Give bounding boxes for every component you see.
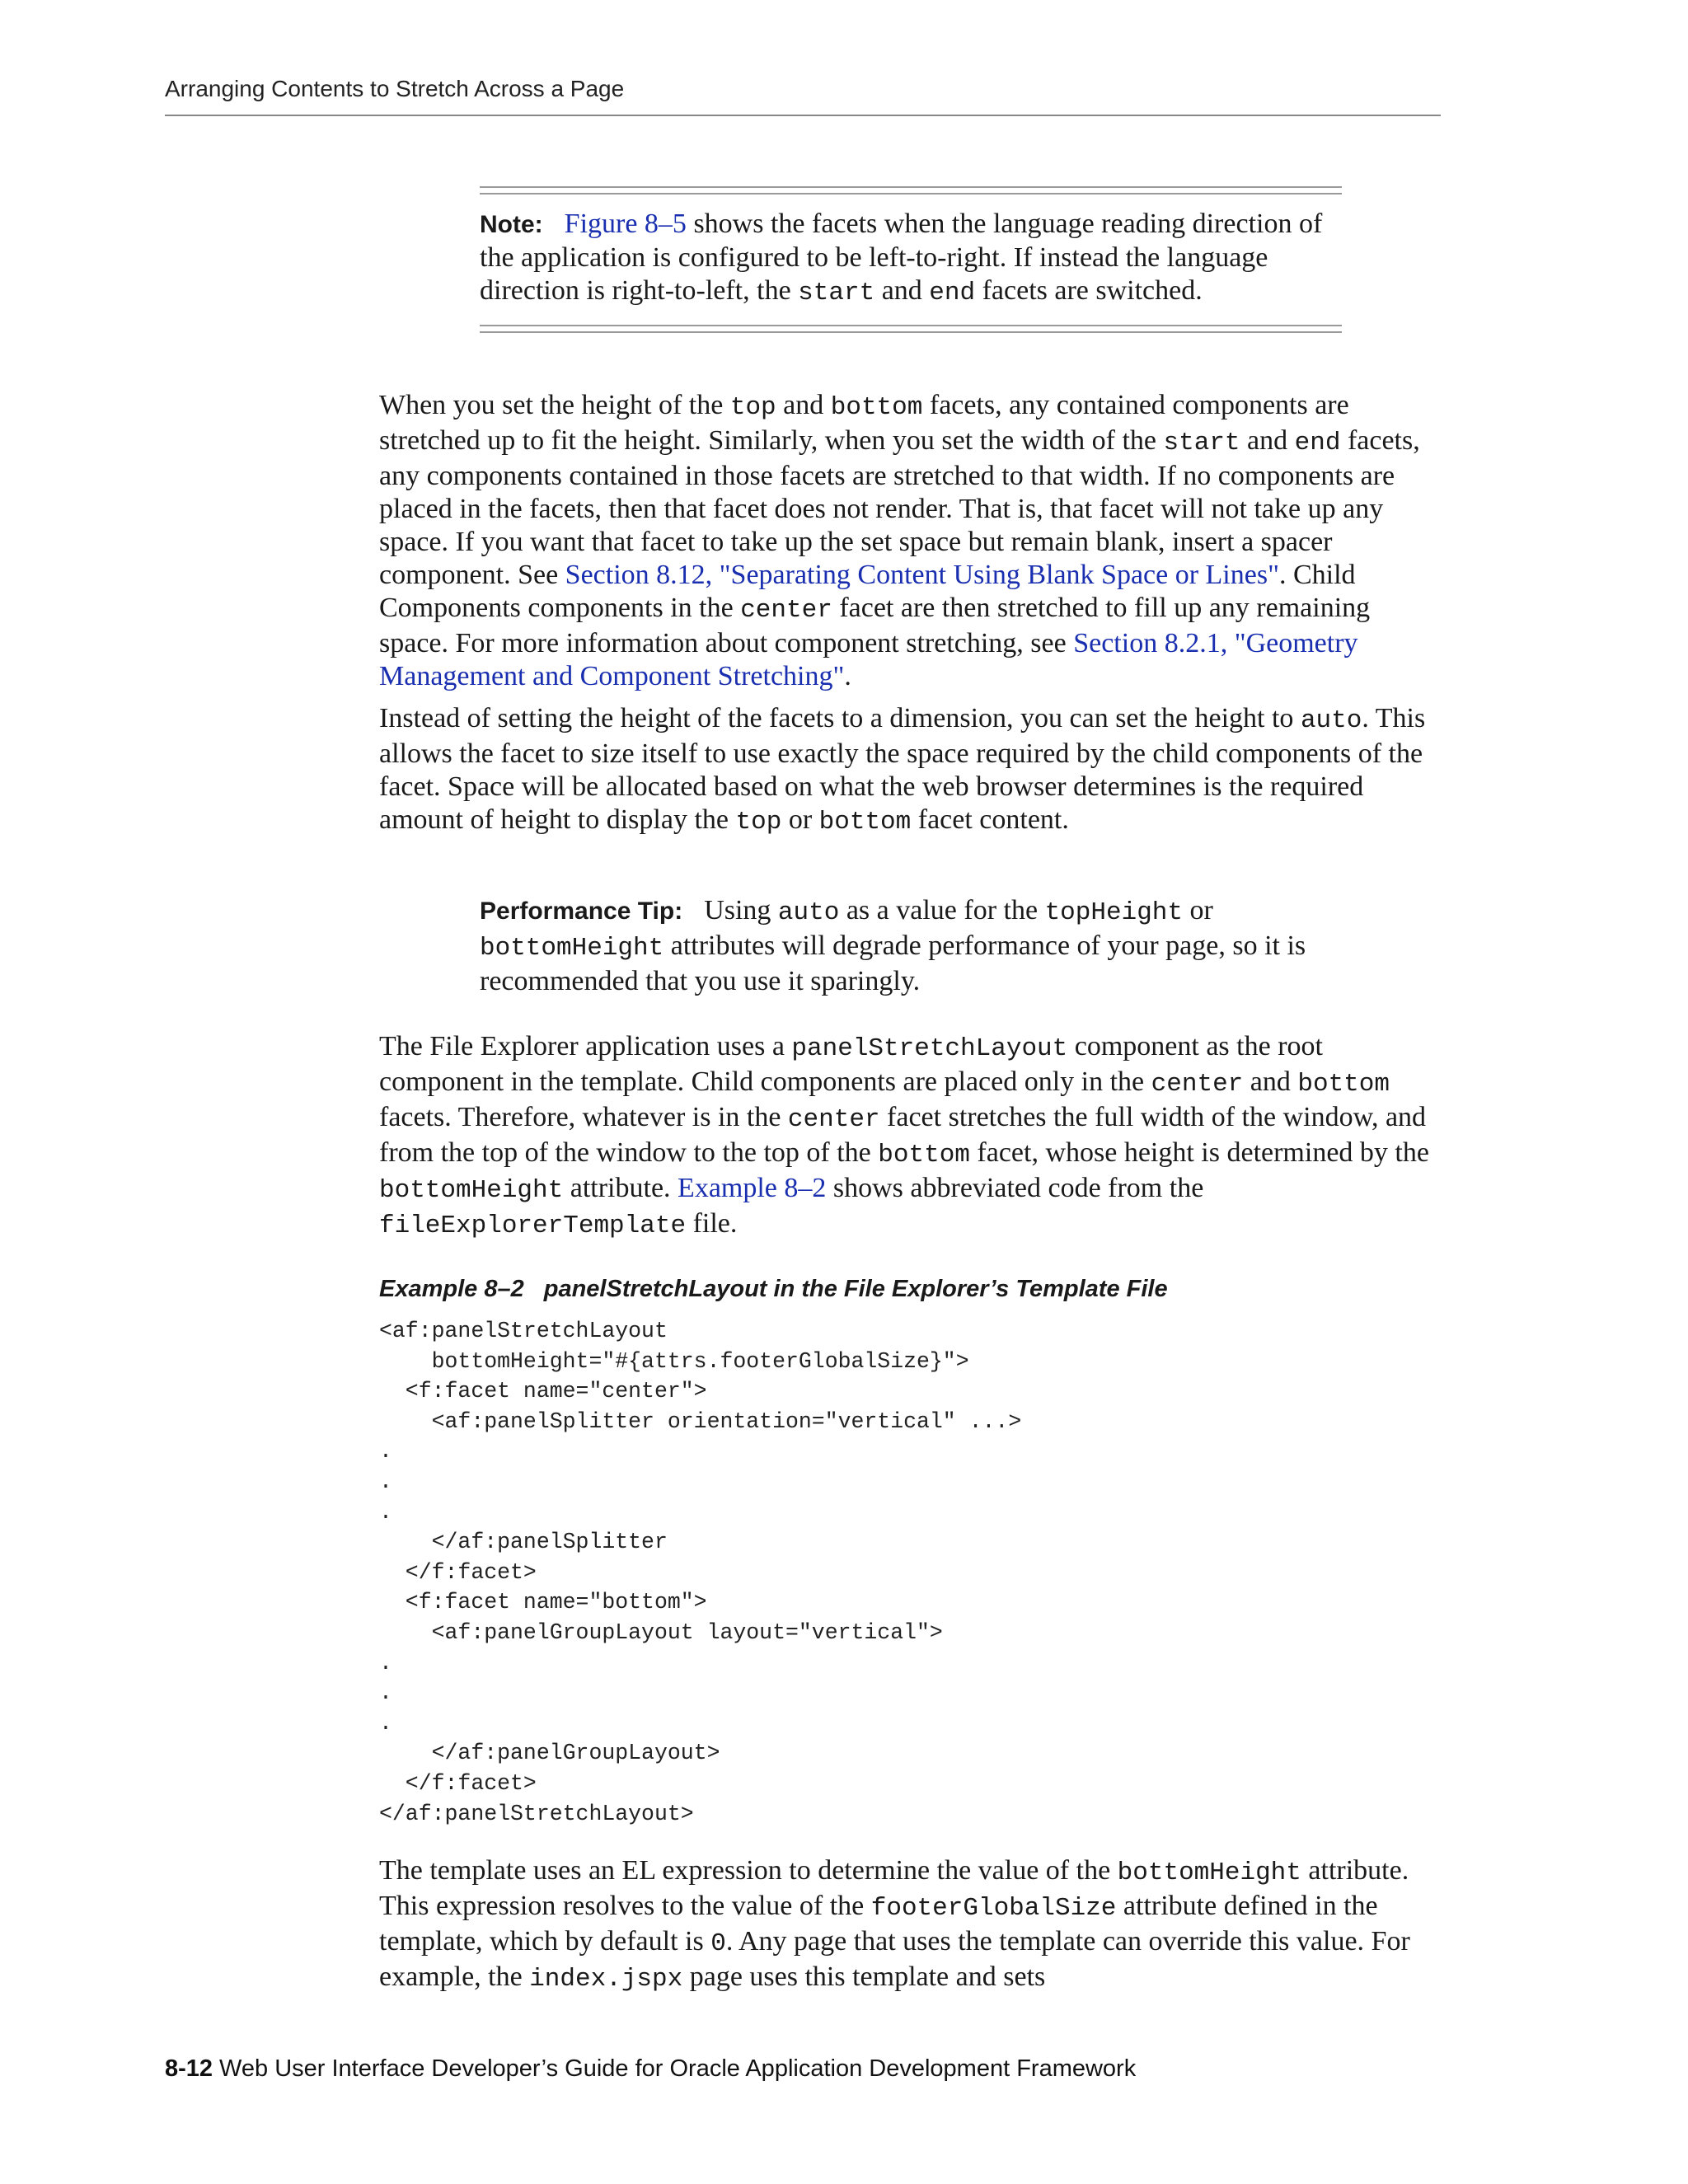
- p2-text-1: Instead of setting the height of the facets to a dimension, you can set the height to: [379, 703, 1301, 733]
- p3-text-6: facet, whose height is determined by the: [969, 1137, 1429, 1168]
- paragraph-facets-height: [379, 389, 1442, 693]
- example-8-2-link[interactable]: Example 8–2: [678, 1173, 827, 1203]
- p1-code-end: end: [1294, 429, 1341, 457]
- p1-text-6: . Child Components components in the: [379, 560, 1356, 623]
- performance-tip: [480, 894, 1353, 998]
- book-title: Web User Interface Developer’s Guide for Oracle Application Development Framework: [219, 2055, 1137, 2082]
- p1-text-1: When you set the height of the: [379, 390, 730, 420]
- perf-tip-label: Performance Tip:: [480, 898, 683, 925]
- p1-code-bottom: bottom: [830, 393, 923, 422]
- p1-code-center: center: [740, 596, 832, 625]
- p4-text-5: page uses this template and sets: [682, 1961, 1046, 1992]
- p3-text-8: shows abbreviated code from the: [826, 1173, 1204, 1203]
- perf-text-4: attributes will degrade performance of your page, so it is recommended that you use it sparingly.: [480, 930, 1306, 996]
- paragraph-file-explorer: [379, 1030, 1442, 1243]
- p4-code-footerglobalsize: footerGlobalSize: [870, 1894, 1117, 1923]
- p4-text-3: attribute defined in the template, which by default is: [379, 1891, 1378, 1957]
- p3-text-9: file.: [686, 1208, 738, 1239]
- p4-text-4: . Any page that uses the template can override this value. For example, the: [379, 1926, 1410, 1992]
- perf-text-1: Using: [704, 895, 778, 926]
- p1-text-2: and: [776, 390, 831, 420]
- p1-code-top: top: [729, 393, 776, 422]
- p1-text-7: facet are then stretched to fill up any remaining space. For more information about component stretching, see: [379, 593, 1371, 658]
- p3-text-2: component as the root component in the template. Child components are placed only in the: [379, 1031, 1323, 1097]
- p2-text-3: or: [781, 804, 819, 835]
- p4-text-1: The template uses an EL expression to determine the value of the: [379, 1855, 1118, 1886]
- section-8-2-1-link[interactable]: Section 8.2.1, "Geometry Management and Component Stretching": [379, 628, 1358, 691]
- p3-text-7: attribute.: [563, 1173, 678, 1203]
- p1-code-start: start: [1163, 429, 1240, 457]
- note-text-1: shows the facets when the language reading direction of the application is configured to be left-to-right. If instead the language direction is right-to-left, the: [480, 209, 1323, 306]
- p3-code-bottom: bottom: [1297, 1070, 1390, 1099]
- perf-text-2: as a value for the: [839, 895, 1045, 926]
- page-number: 8-12: [165, 2055, 213, 2082]
- p3-code-center: center: [1151, 1070, 1244, 1099]
- note-text-2: and: [874, 275, 930, 306]
- example-title: [379, 1276, 1168, 1303]
- perf-code-topheight: topHeight: [1044, 898, 1184, 927]
- p2-code-top: top: [735, 808, 782, 837]
- paragraph-auto-height: [379, 702, 1442, 839]
- p1-text-3: facets, any contained components are stretched up to fit the height. Similarly, when you set the width of the: [379, 390, 1349, 456]
- p2-code-auto: auto: [1300, 706, 1362, 735]
- note-text-3: facets are switched.: [975, 275, 1203, 306]
- p3-code-center-2: center: [787, 1105, 880, 1134]
- perf-code-auto: auto: [777, 898, 840, 927]
- page-footer: [165, 2055, 1136, 2083]
- note-text: [480, 194, 1329, 325]
- running-header: Arranging Contents to Stretch Across a Page: [165, 76, 625, 101]
- p3-code-bottomheight: bottomHeight: [379, 1176, 564, 1205]
- p3-text-5: facet stretches the full width of the window, and from the top of the window to the top of the: [379, 1102, 1427, 1168]
- note-label: Note:: [480, 211, 543, 238]
- p2-code-bottom: bottom: [818, 808, 912, 837]
- p3-code-bottom-2: bottom: [878, 1141, 970, 1169]
- p3-text-1: The File Explorer application uses a: [379, 1031, 792, 1062]
- p3-text-4: facets. Therefore, whatever is in the: [379, 1102, 788, 1132]
- p1-text-8: .: [844, 661, 851, 691]
- perf-text-3: or: [1183, 895, 1213, 926]
- p4-code-zero: 0: [710, 1929, 726, 1958]
- note-code-end: end: [929, 279, 976, 307]
- paragraph-el-expression: [379, 1854, 1442, 1996]
- example-caption: panelStretchLayout in the File Explorer’s Template File: [543, 1276, 1168, 1302]
- perf-code-bottomheight: bottomHeight: [480, 934, 664, 963]
- p4-code-bottomheight: bottomHeight: [1117, 1858, 1301, 1887]
- section-8-12-link[interactable]: Section 8.12, "Separating Content Using Blank Space or Lines": [565, 560, 1279, 590]
- p1-text-4: and: [1240, 425, 1295, 456]
- example-number: Example 8–2: [379, 1276, 524, 1302]
- p4-text-2: attribute. This expression resolves to the value of the: [379, 1855, 1409, 1921]
- p1-text-5: facets, any components contained in those facets are stretched to that width. If no components are placed in the facets, then that facet does not render. That is, that facet will not take up any space. If you want that facet to take up the set space but remain blank, insert a spacer component. See: [379, 425, 1420, 590]
- note-bottom-rule: [480, 325, 1342, 333]
- p3-code-panelstretchlayout: panelStretchLayout: [791, 1034, 1068, 1063]
- note-code-start: start: [798, 279, 875, 307]
- p2-text-4: facet content.: [911, 804, 1069, 835]
- code-listing: <af:panelStretchLayout bottomHeight="#{attrs.footerGlobalSize}"> <f:facet name="center"> <af:panelSplitter orientation="vertical" ...> . . . </af:panelSplitter </f:facet> <f:facet name="bottom"> <af:panelGroupLayout layout="vertical"> . . . </af:panelGroupLayout> </f:facet> </af:panelStretchLayout>: [379, 1319, 1022, 1826]
- p4-code-index-jspx: index.jspx: [529, 1965, 683, 1994]
- p2-text-2: . This allows the facet to size itself to use exactly the space required by the child components of the facet. Space will be allocated based on what the web browser determines is the required amount of height to display the: [379, 703, 1426, 835]
- figure-link[interactable]: Figure 8–5: [564, 209, 687, 239]
- p3-code-template: fileExplorerTemplate: [379, 1212, 687, 1240]
- header-rule: [165, 115, 1441, 116]
- note-top-rule: [480, 186, 1342, 194]
- note-box: [480, 186, 1342, 333]
- p3-text-3: and: [1243, 1066, 1298, 1097]
